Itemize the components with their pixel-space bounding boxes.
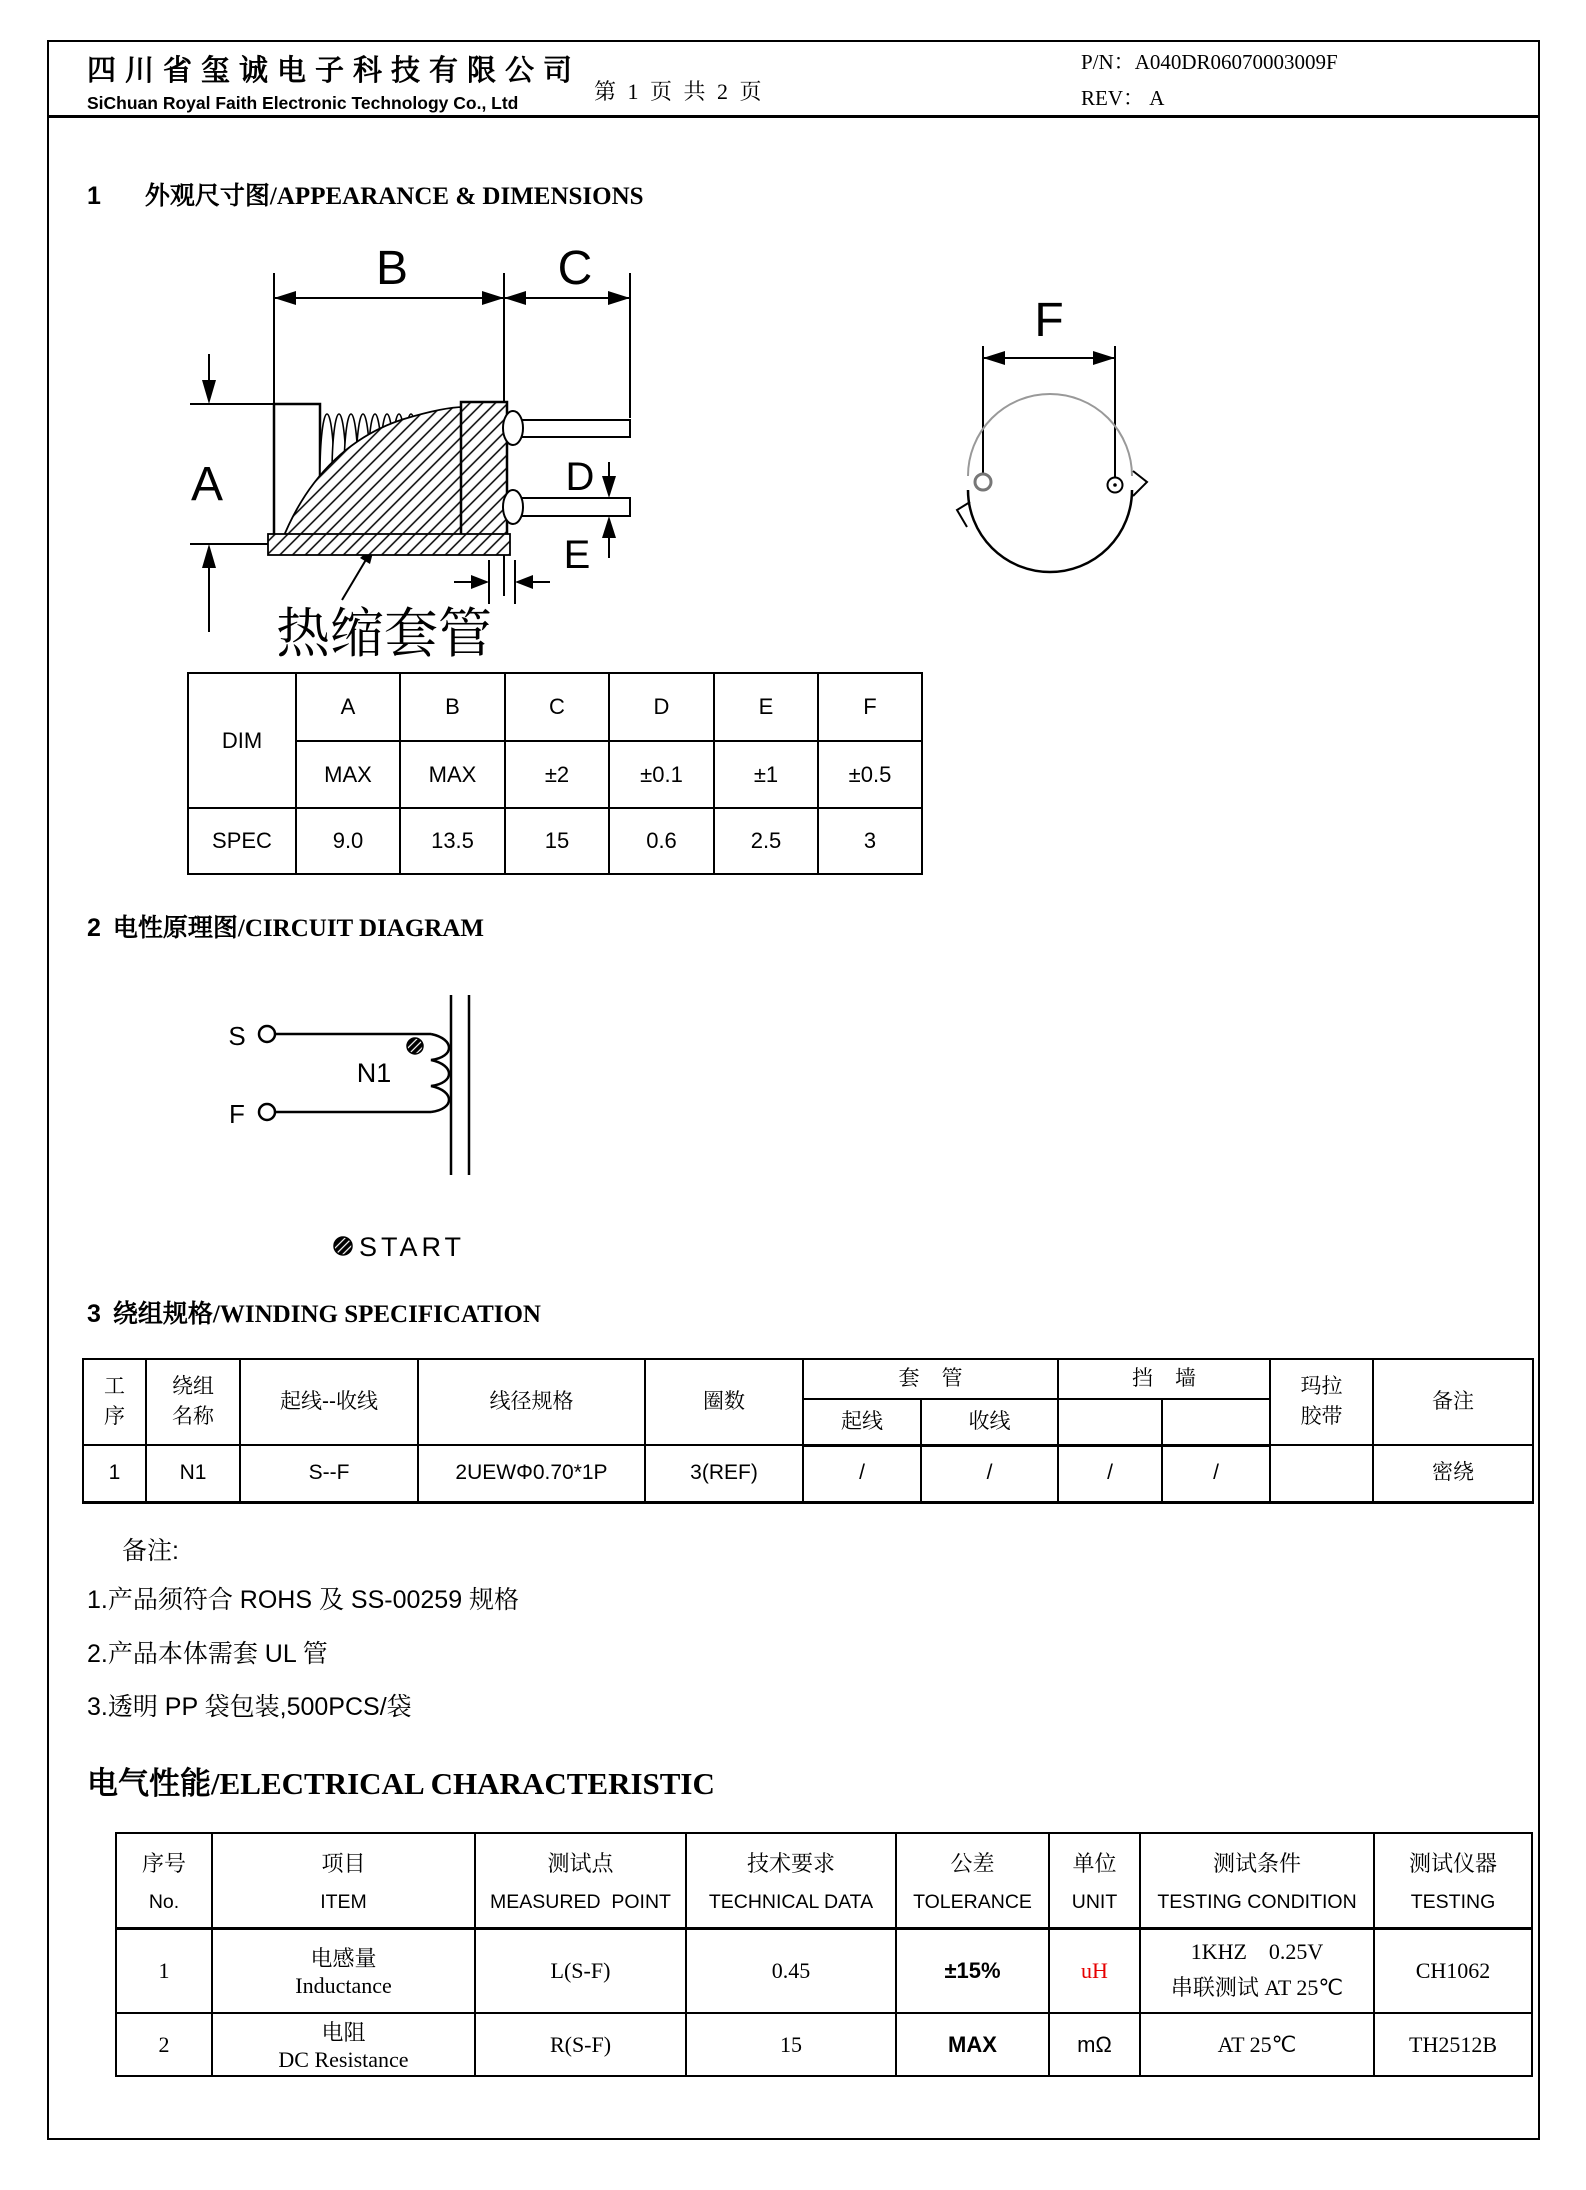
electrical-table	[115, 1832, 1533, 2077]
cell-wall-1: /	[1058, 1445, 1162, 1502]
dim-label-D: D	[565, 455, 595, 499]
start-legend-dot	[334, 1237, 352, 1255]
rev-value: A	[1149, 86, 1165, 110]
col-equip-cn: 测试仪器	[1408, 1850, 1497, 1876]
col-tol-cn: 公差	[950, 1850, 995, 1876]
winding-coil	[431, 1034, 449, 1112]
tolerance-A: MAX	[296, 741, 400, 808]
col-unit-en: UNIT	[1071, 1890, 1118, 1913]
dim-col-A: A	[296, 673, 400, 741]
winding-start-dot	[407, 1038, 423, 1054]
col-item-cn: 项目	[321, 1850, 366, 1876]
cell-tube-start: /	[803, 1445, 921, 1502]
terminal-s-label: S	[228, 1021, 246, 1051]
row2-data: 15	[686, 2013, 896, 2076]
notes-block	[87, 1536, 519, 1745]
end-view-left-notch	[957, 502, 970, 527]
col-tol-en: TOLERANCE	[913, 1890, 1032, 1913]
row1-item-en: Inductance	[295, 1973, 392, 1999]
dim-col-E: E	[714, 673, 818, 741]
lead-hole-right-dot	[1113, 483, 1117, 487]
col-measured-point	[475, 1833, 686, 1928]
section-1-heading	[87, 176, 644, 212]
col-wall-2	[1162, 1399, 1270, 1445]
terminal-f-label: F	[229, 1099, 245, 1129]
col-unit	[1049, 1833, 1140, 1928]
dimension-drawing	[104, 228, 1164, 668]
dim-col-D: D	[609, 673, 714, 741]
dim-col-B: B	[400, 673, 505, 741]
cell-remark: 密绕	[1373, 1445, 1533, 1502]
cell-tube-end: /	[921, 1445, 1058, 1502]
col-no-cn: 序号	[141, 1850, 186, 1876]
col-technical-data	[686, 1833, 896, 1928]
lead-hole-left	[975, 474, 991, 490]
spec-A: 9.0	[296, 808, 400, 874]
lead-bottom-root	[503, 490, 523, 524]
col-no-en: No.	[148, 1890, 180, 1913]
col-testing-condition	[1140, 1833, 1374, 1928]
col-wire-spec: 线径规格	[418, 1359, 645, 1445]
row1-item	[212, 1928, 475, 2013]
rev-label: REV：	[1081, 86, 1144, 110]
document-page	[47, 40, 1540, 2140]
electrical-row-inductance	[116, 1928, 1532, 2013]
row1-tolerance: ±15%	[896, 1928, 1049, 2013]
col-no	[116, 1833, 212, 1928]
col-turns: 圈数	[645, 1359, 803, 1445]
spec-C: 15	[505, 808, 609, 874]
row2-no: 2	[116, 2013, 212, 2076]
col-mylar-line1: 玛拉	[1300, 1374, 1343, 1398]
tolerance-E: ±1	[714, 741, 818, 808]
col-group-wall	[1058, 1359, 1270, 1399]
row2-point: R(S-F)	[475, 2013, 686, 2076]
terminal-s-circle	[259, 1026, 275, 1042]
cell-process: 1	[83, 1445, 146, 1502]
cell-wire-spec: 2UEWΦ0.70*1P	[418, 1445, 645, 1502]
col-cond-cn: 测试条件	[1212, 1850, 1301, 1876]
row2-condition: AT 25℃	[1140, 2013, 1374, 2076]
header-divider	[49, 115, 1538, 118]
slash: /	[211, 1766, 220, 1801]
tolerance-D: ±0.1	[609, 741, 714, 808]
col-cond-en: TESTING CONDITION	[1157, 1890, 1357, 1913]
col-tolerance	[896, 1833, 1049, 1928]
pn-value: A040DR06070003009F	[1134, 50, 1338, 74]
dim-spec-row	[188, 808, 922, 874]
dim-col-F: F	[818, 673, 922, 741]
start-legend-label: START	[359, 1232, 466, 1262]
spec-B: 13.5	[400, 808, 505, 874]
row2-item-en: DC Resistance	[278, 2047, 409, 2072]
lead-top	[508, 420, 630, 437]
dim-label-C: C	[557, 242, 593, 295]
electrical-row-resistance	[116, 2013, 1532, 2076]
row1-cond-line2: 串联测试 AT 25℃	[1170, 1975, 1344, 2001]
heatshrink-label: 热缩套管	[276, 604, 492, 664]
row1-cond-line1: 1KHZ 0.25V	[1190, 1939, 1324, 1965]
section-3-title-en: WINDING SPECIFICATION	[219, 1301, 541, 1328]
section-4-title-cn: 电气性能	[87, 1766, 211, 1801]
note-item-3: 3.透明 PP 袋包装,500PCS/袋	[87, 1692, 412, 1721]
row1-condition	[1140, 1928, 1374, 2013]
col-winding-line1: 绕组	[172, 1374, 214, 1398]
row2-item	[212, 2013, 475, 2076]
note-item-2: 2.产品本体需套 UL 管	[87, 1639, 328, 1668]
circuit-diagram	[159, 968, 559, 1288]
dimension-table	[187, 672, 923, 875]
dim-label-B: B	[375, 242, 409, 295]
row1-no: 1	[116, 1928, 212, 2013]
winding-n1-label: N1	[356, 1058, 392, 1088]
slash: /	[212, 1301, 220, 1328]
dim-label-A: A	[190, 458, 224, 511]
col-start-end: 起线--收线	[240, 1359, 418, 1445]
company-name-cn: 四川省玺诚电子科技有限公司	[87, 55, 582, 87]
col-unit-cn: 单位	[1072, 1850, 1117, 1876]
col-group-tube-label: 套管	[898, 1366, 985, 1390]
spec-row-label: SPEC	[188, 808, 296, 874]
terminal-f-circle	[259, 1104, 275, 1120]
dim-header-row	[188, 673, 922, 741]
section-4-heading	[87, 1758, 715, 1803]
col-item	[212, 1833, 475, 1928]
cell-start-end: S--F	[240, 1445, 418, 1502]
tolerance-B: MAX	[400, 741, 505, 808]
col-group-tube	[803, 1359, 1058, 1399]
row1-item-cn: 电感量	[310, 1946, 377, 1972]
lead-bottom	[508, 498, 630, 516]
section-2-title-cn: 电性原理图	[112, 914, 238, 942]
col-item-en: ITEM	[320, 1890, 367, 1913]
section-3-heading	[87, 1294, 541, 1330]
notes-title: 备注:	[122, 1537, 179, 1565]
cell-mylar	[1270, 1445, 1373, 1502]
col-remark: 备注	[1373, 1359, 1533, 1445]
company-name-en: SiChuan Royal Faith Electronic Technology Co., Ltd	[87, 93, 519, 113]
section-1-number: 1	[87, 182, 101, 210]
section-1-title-cn: 外观尺寸图	[144, 182, 270, 210]
end-view-top-arc	[968, 394, 1132, 476]
col-data-en: TECHNICAL DATA	[708, 1890, 874, 1913]
row1-unit: uH	[1049, 1928, 1140, 2013]
core-right-flange	[461, 402, 507, 548]
part-number	[1081, 46, 1338, 76]
section-2-heading	[87, 908, 484, 944]
spec-E: 2.5	[714, 808, 818, 874]
winding-table	[82, 1358, 1534, 1504]
dim-label-E: E	[563, 533, 591, 577]
winding-data-row	[83, 1445, 1533, 1502]
row2-equipment: TH2512B	[1374, 2013, 1532, 2076]
lead-top-root	[503, 411, 523, 445]
col-data-cn: 技术要求	[746, 1850, 835, 1876]
dim-row-label: DIM	[188, 673, 296, 808]
col-group-wall-label: 挡墙	[1132, 1366, 1218, 1390]
winding-header-row-1	[83, 1359, 1533, 1399]
dim-tolerance-row	[188, 741, 922, 808]
spec-D: 0.6	[609, 808, 714, 874]
col-process-line1: 工	[104, 1374, 125, 1398]
col-mylar-line2: 胶带	[1300, 1405, 1343, 1428]
col-winding-line2: 名称	[172, 1405, 214, 1428]
cell-turns: 3(REF)	[645, 1445, 803, 1502]
col-winding-name	[146, 1359, 240, 1445]
electrical-header-row	[116, 1833, 1532, 1928]
row1-point: L(S-F)	[475, 1928, 686, 2013]
section-1-title-en: APPEARANCE & DIMENSIONS	[276, 183, 644, 210]
dim-label-F: F	[1034, 294, 1064, 347]
col-wall-1	[1058, 1399, 1162, 1445]
row2-item-cn: 电阻	[321, 2020, 366, 2045]
section-2-number: 2	[87, 914, 101, 942]
section-2-title-en: CIRCUIT DIAGRAM	[244, 915, 485, 942]
col-process-line2: 序	[104, 1405, 125, 1428]
spec-F: 3	[818, 808, 922, 874]
page-number: 第 1 页 共 2 页	[594, 79, 765, 104]
end-view-bottom-arc	[968, 490, 1132, 572]
note-item-1: 1.产品须符合 ROHS 及 SS-00259 规格	[87, 1586, 520, 1615]
col-mylar-tape	[1270, 1359, 1373, 1445]
cell-wall-2: /	[1162, 1445, 1270, 1502]
col-tube-start: 起线	[803, 1399, 921, 1445]
pn-label: P/N：	[1081, 50, 1135, 74]
row1-equipment: CH1062	[1374, 1928, 1532, 2013]
row2-tolerance: MAX	[896, 2013, 1049, 2076]
col-process	[83, 1359, 146, 1445]
col-point-cn: 测试点	[547, 1850, 614, 1876]
col-equip-en: TESTING	[1410, 1890, 1496, 1913]
slash: /	[269, 183, 277, 210]
col-tube-end: 收线	[921, 1399, 1058, 1445]
col-point-en: MEASURED POINT	[490, 1890, 671, 1913]
section-3-title-cn: 绕组规格	[112, 1300, 213, 1328]
row1-data: 0.45	[686, 1928, 896, 2013]
end-view-right-notch	[1133, 471, 1147, 496]
col-testing-equipment	[1374, 1833, 1532, 1928]
tolerance-C: ±2	[505, 741, 609, 808]
tolerance-F: ±0.5	[818, 741, 922, 808]
cell-winding-name: N1	[146, 1445, 240, 1502]
heatshrink-bottom	[268, 534, 510, 555]
dim-col-C: C	[505, 673, 609, 741]
section-3-number: 3	[87, 1300, 101, 1328]
end-view	[957, 394, 1147, 572]
slash: /	[237, 915, 245, 942]
revision	[1081, 82, 1164, 112]
section-4-title-en: ELECTRICAL CHARACTERISTIC	[219, 1766, 715, 1801]
row2-unit: mΩ	[1049, 2013, 1140, 2076]
